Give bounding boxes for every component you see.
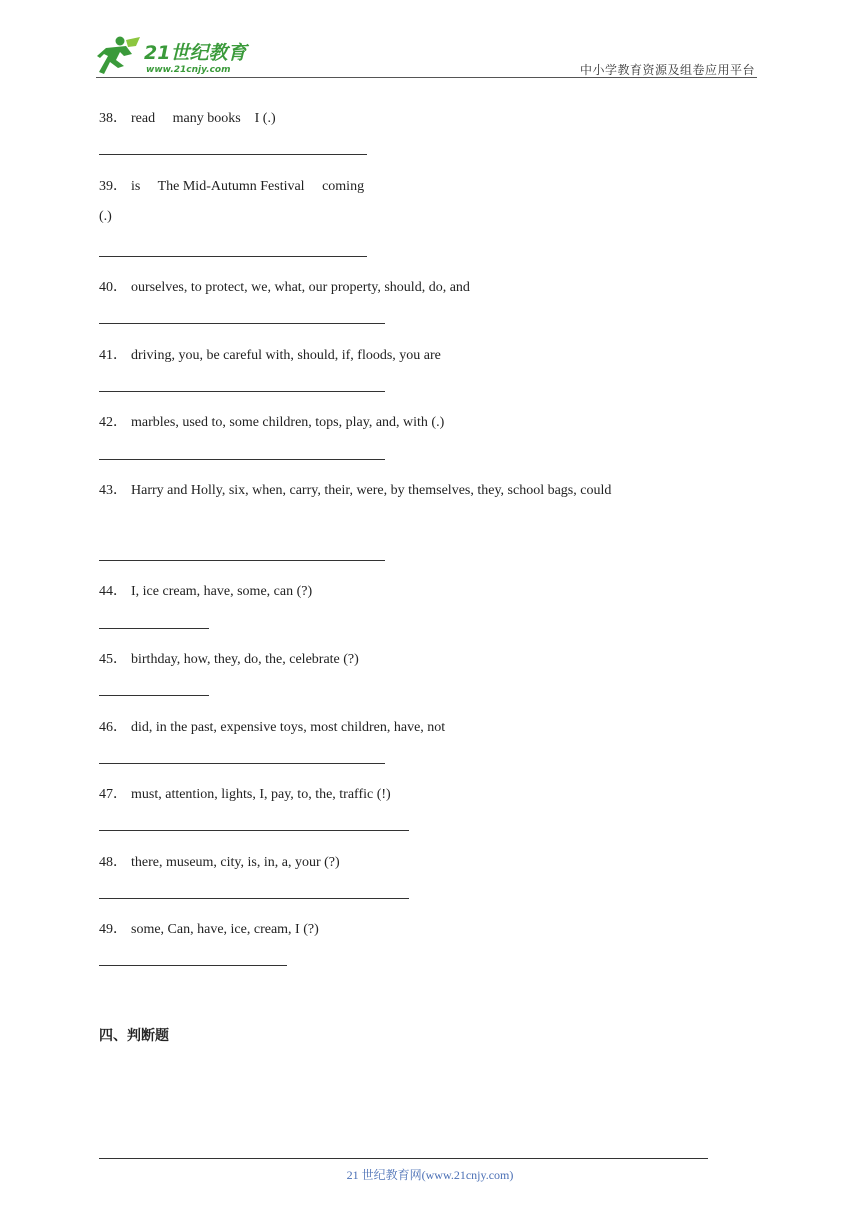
- page-header: [96, 34, 757, 80]
- question-number: 48．: [99, 855, 127, 870]
- answer-line[interactable]: [99, 898, 409, 899]
- question-47: [99, 783, 391, 803]
- header-divider: [96, 77, 757, 78]
- question-text: ourselves, to protect, we, what, our property, should, do, and: [131, 280, 470, 295]
- question-text: read many books I (.): [131, 111, 276, 126]
- question-42: [99, 411, 444, 431]
- question-38: [99, 107, 276, 127]
- question-number: 42．: [99, 415, 127, 430]
- question-number: 49．: [99, 922, 127, 937]
- answer-line[interactable]: [99, 965, 287, 966]
- question-text: did, in the past, expensive toys, most children, have, not: [131, 720, 446, 735]
- question-number: 47．: [99, 787, 127, 802]
- question-text: is The Mid-Autumn Festival coming: [131, 179, 365, 194]
- question-43: [99, 479, 611, 499]
- question-text: there, museum, city, is, in, a, your (?): [131, 855, 340, 870]
- question-number: 46．: [99, 720, 127, 735]
- logo-text: 21世纪教育: [144, 42, 247, 64]
- footer-divider: [99, 1158, 708, 1159]
- question-text: Harry and Holly, six, when, carry, their, were, by themselves, they, school bags, could: [131, 483, 612, 498]
- site-logo: [96, 34, 261, 78]
- question-text: birthday, how, they, do, the, celebrate (?): [131, 652, 359, 667]
- answer-line[interactable]: [99, 256, 367, 257]
- question-continuation: (.): [99, 209, 112, 224]
- question-number: 45．: [99, 652, 127, 667]
- question-39: [99, 175, 364, 195]
- answer-line[interactable]: [99, 154, 367, 155]
- question-text: must, attention, lights, I, pay, to, the, traffic (!): [131, 787, 391, 802]
- footer-link[interactable]: 21 世纪教育网(www.21cnjy.com): [346, 1168, 514, 1182]
- question-46: [99, 716, 445, 736]
- question-number: 44．: [99, 584, 127, 599]
- question-45: [99, 648, 359, 668]
- answer-line[interactable]: [99, 560, 385, 561]
- question-text: I, ice cream, have, some, can (?): [131, 584, 313, 599]
- platform-tagline: 中小学教育资源及组卷应用平台: [579, 63, 755, 77]
- logo-url-text: www.21cnjy.com: [146, 65, 231, 75]
- question-number: 41．: [99, 348, 127, 363]
- question-44: [99, 580, 312, 600]
- question-number: 38．: [99, 111, 127, 126]
- answer-line[interactable]: [99, 628, 209, 629]
- answer-line[interactable]: [99, 391, 385, 392]
- answer-line[interactable]: [99, 459, 385, 460]
- section-title: 四、判断题: [99, 1028, 169, 1044]
- answer-line[interactable]: [99, 695, 209, 696]
- answer-line[interactable]: [99, 763, 385, 764]
- question-number: 40．: [99, 280, 127, 295]
- question-41: [99, 344, 441, 364]
- answer-line[interactable]: [99, 323, 385, 324]
- question-text: driving, you, be careful with, should, if, floods, you are: [131, 348, 441, 363]
- question-48: [99, 851, 340, 871]
- question-40: [99, 276, 470, 296]
- question-text: marbles, used to, some children, tops, play, and, with (.): [131, 415, 445, 430]
- answer-line[interactable]: [99, 830, 409, 831]
- question-number: 39．: [99, 179, 127, 194]
- question-text: some, Can, have, ice, cream, I (?): [131, 922, 319, 937]
- question-49: [99, 918, 319, 938]
- question-number: 43．: [99, 483, 127, 498]
